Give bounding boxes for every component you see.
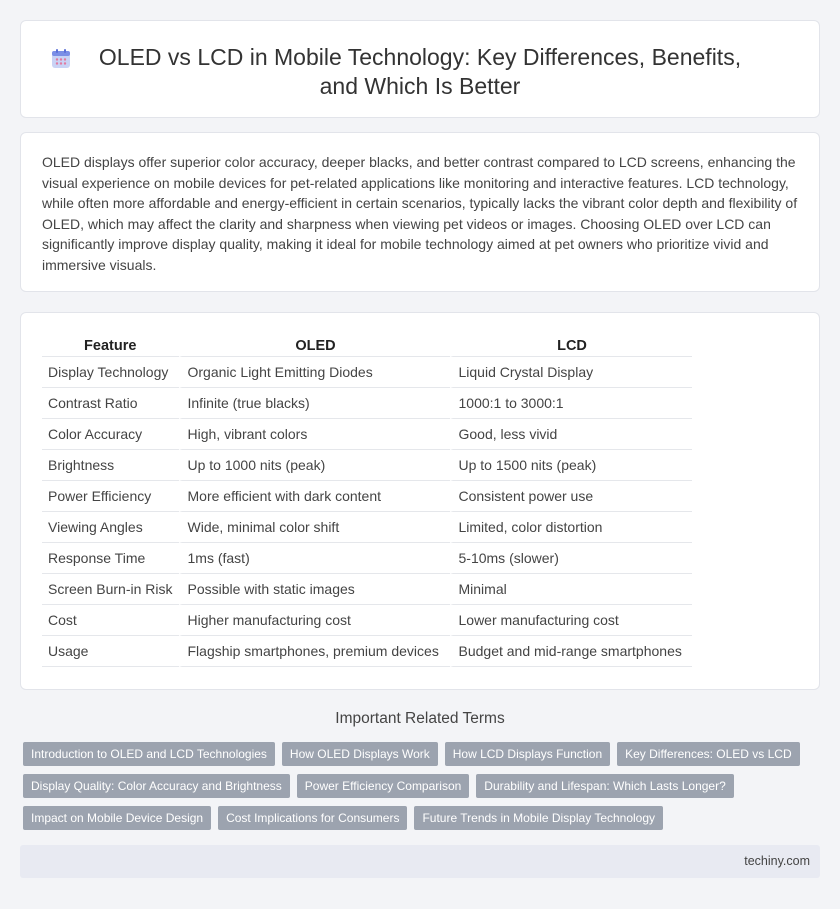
feature-cell: Display Technology [42, 357, 179, 388]
table-row [42, 388, 692, 419]
feature-cell: Usage [42, 636, 179, 667]
related-term-tag[interactable]: Introduction to OLED and LCD Technologies [23, 742, 275, 766]
oled-cell: Wide, minimal color shift [179, 512, 450, 543]
feature-cell: Screen Burn-in Risk [42, 574, 179, 605]
lcd-cell: Consistent power use [450, 481, 692, 512]
lcd-cell: Up to 1500 nits (peak) [450, 450, 692, 481]
related-term-tag[interactable]: Impact on Mobile Device Design [23, 806, 211, 830]
tag-row [23, 742, 813, 766]
feature-cell: Contrast Ratio [42, 388, 179, 419]
lcd-cell: Budget and mid-range smartphones [450, 636, 692, 667]
table-row [42, 605, 692, 636]
comparison-card [20, 312, 820, 690]
table-row [42, 574, 692, 605]
table-row [42, 512, 692, 543]
intro-card [20, 132, 820, 292]
oled-cell: Higher manufacturing cost [179, 605, 450, 636]
footer [20, 845, 820, 878]
tag-row [23, 774, 813, 798]
feature-cell: Response Time [42, 543, 179, 574]
footer-site: techiny.com [744, 854, 810, 868]
related-term-tag[interactable]: How OLED Displays Work [282, 742, 438, 766]
intro-paragraph: OLED displays offer superior color accuracy, deeper blacks, and better contrast compared to LCD screens, enhancing the visual experience on mobile devices for pet-related applications like monitoring and interactive features. LCD technology, while often more affordable and energy-efficient in certain scenarios, typically lacks the vibrant color depth and flexibility of OLED, which may affect the clarity and sharpness when viewing pet videos or images. Choosing OLED over LCD can significantly improve display quality, making it ideal for mobile technology aimed at pet owners who prioritize vivid and immersive visuals. [42, 154, 798, 273]
lcd-cell: Good, less vivid [450, 419, 692, 450]
table-row [42, 543, 692, 574]
lcd-cell: 1000:1 to 3000:1 [450, 388, 692, 419]
oled-cell: Flagship smartphones, premium devices [179, 636, 450, 667]
table-row [42, 450, 692, 481]
tag-row [23, 806, 813, 830]
oled-cell: 1ms (fast) [179, 543, 450, 574]
lcd-cell: Lower manufacturing cost [450, 605, 692, 636]
table-row [42, 481, 692, 512]
header-feature: Feature [42, 333, 179, 357]
table-row [42, 419, 692, 450]
lcd-cell: Limited, color distortion [450, 512, 692, 543]
related-term-tag[interactable]: Power Efficiency Comparison [297, 774, 470, 798]
feature-cell: Color Accuracy [42, 419, 179, 450]
feature-cell: Cost [42, 605, 179, 636]
lcd-cell: Liquid Crystal Display [450, 357, 692, 388]
related-term-tag[interactable]: Cost Implications for Consumers [218, 806, 407, 830]
oled-cell: Up to 1000 nits (peak) [179, 450, 450, 481]
header-lcd: LCD [450, 333, 692, 357]
table-header-row [42, 333, 692, 357]
lcd-cell: Minimal [450, 574, 692, 605]
oled-cell: Infinite (true blacks) [179, 388, 450, 419]
related-term-tag[interactable]: Display Quality: Color Accuracy and Brightness [23, 774, 290, 798]
feature-cell: Power Efficiency [42, 481, 179, 512]
page-title: OLED vs LCD in Mobile Technology: Key Differences, Benefits, and Which Is Better [98, 44, 742, 99]
related-term-tag[interactable]: How LCD Displays Function [445, 742, 610, 766]
comparison-table [42, 333, 692, 667]
related-terms-list [23, 742, 813, 838]
oled-cell: Possible with static images [179, 574, 450, 605]
title-card [20, 20, 820, 118]
related-term-tag[interactable]: Key Differences: OLED vs LCD [617, 742, 800, 766]
feature-cell: Brightness [42, 450, 179, 481]
table-row [42, 357, 692, 388]
feature-cell: Viewing Angles [42, 512, 179, 543]
related-term-tag[interactable]: Future Trends in Mobile Display Technology [414, 806, 663, 830]
related-terms-heading: Important Related Terms [335, 710, 505, 727]
oled-cell: More efficient with dark content [179, 481, 450, 512]
lcd-cell: 5-10ms (slower) [450, 543, 692, 574]
header-oled: OLED [179, 333, 450, 357]
related-term-tag[interactable]: Durability and Lifespan: Which Lasts Longer? [476, 774, 733, 798]
table-row [42, 636, 692, 667]
oled-cell: High, vibrant colors [179, 419, 450, 450]
oled-cell: Organic Light Emitting Diodes [179, 357, 450, 388]
